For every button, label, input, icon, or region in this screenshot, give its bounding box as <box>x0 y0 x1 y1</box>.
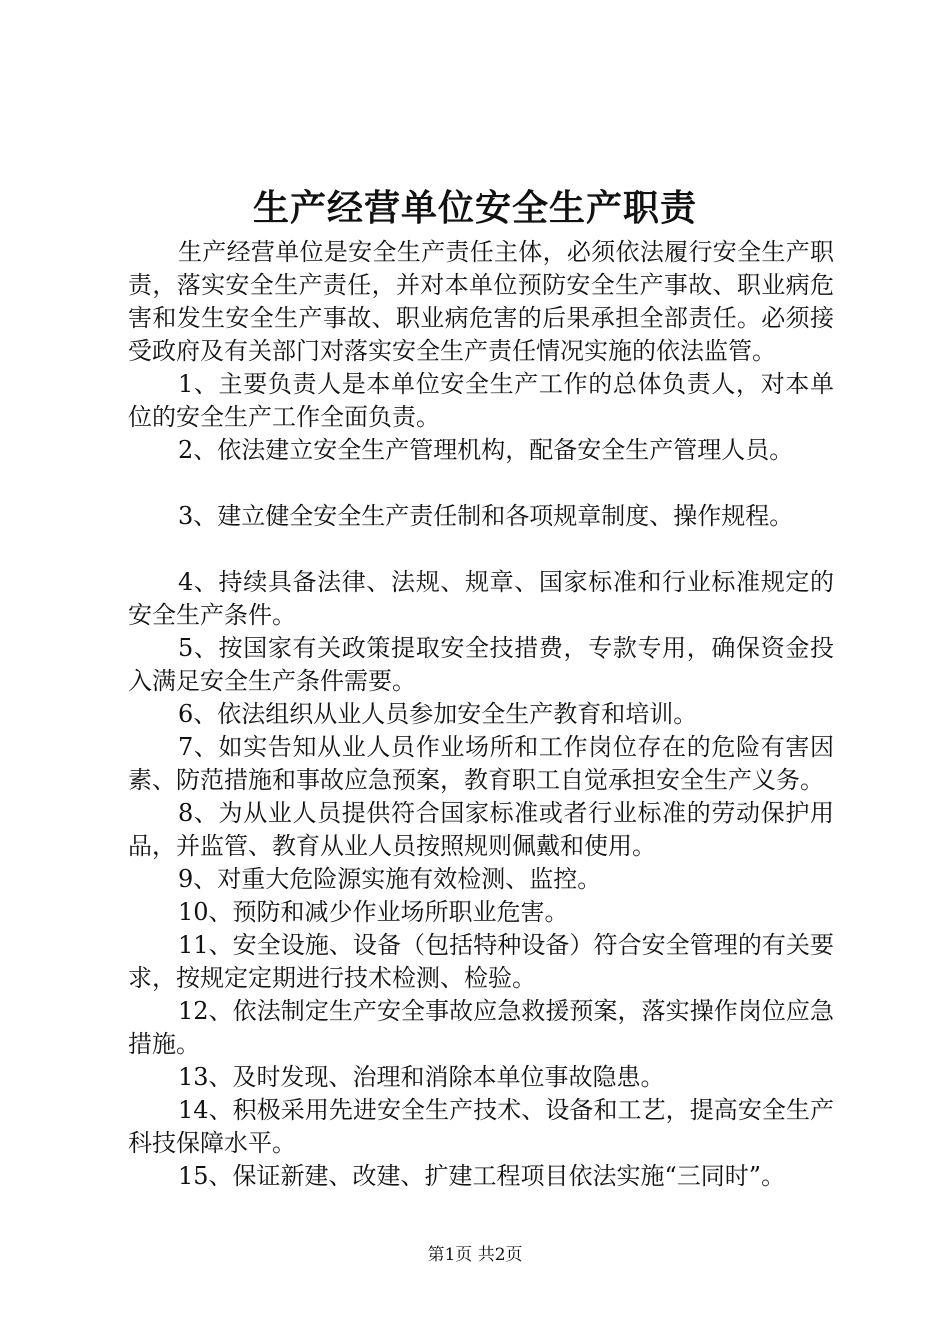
document-title: 生产经营单位安全生产职责 <box>252 187 697 229</box>
document-body <box>128 236 834 1193</box>
item-4: 4、持续具备法律、法规、规章、国家标准和行业标准规定的安全生产条件。 <box>128 568 834 629</box>
item-2: 2、依法建立安全生产管理机构，配备安全生产管理人员。 <box>178 436 794 464</box>
item-11: 11、安全设施、设备（包括特种设备）符合安全管理的有关要求，按规定定期进行技术检测、检验。 <box>128 931 834 992</box>
item-8: 8、为从业人员提供符合国家标准或者行业标准的劳动保护用品，并监管、教育从业人员按照规则佩戴和使用。 <box>128 799 834 860</box>
item-13: 13、及时发现、治理和消除本单位事故隐患。 <box>178 1063 665 1091</box>
item-9: 9、对重大危险源实施有效检测、监控。 <box>178 865 602 893</box>
item-14: 14、积极采用先进安全生产技术、设备和工艺，提高安全生产科技保障水平。 <box>128 1096 834 1157</box>
item-15: 15、保证新建、改建、扩建工程项目依法实施“三同时”。 <box>178 1162 786 1190</box>
item-10: 10、预防和减少作业场所职业危害。 <box>178 898 569 926</box>
item-1: 1、主要负责人是本单位安全生产工作的总体负责人，对本单位的安全生产工作全面负责。 <box>128 370 834 431</box>
item-6: 6、依法组织从业人员参加安全生产教育和培训。 <box>178 700 698 728</box>
item-12: 12、依法制定生产安全事故应急救援预案，落实操作岗位应急措施。 <box>128 997 834 1058</box>
item-7: 7、如实告知从业人员作业场所和工作岗位存在的危险有害因素、防范措施和事故应急预案，教育职工自觉承担安全生产义务。 <box>128 733 834 794</box>
item-3: 3、建立健全安全生产责任制和各项规章制度、操作规程。 <box>178 502 794 530</box>
page-footer: 第1页 共2页 <box>427 1245 523 1265</box>
item-5: 5、按国家有关政策提取安全技措费，专款专用，确保资金投入满足安全生产条件需要。 <box>128 634 834 695</box>
intro-paragraph: 生产经营单位是安全生产责任主体，必须依法履行安全生产职责，落实安全生产责任，并对本单位预防安全生产事故、职业病危害和发生安全生产事故、职业病危害的后果承担全部责任。必须接受政府及有关部门对落实安全生产责任情况实施的依法监管。 <box>128 238 834 365</box>
